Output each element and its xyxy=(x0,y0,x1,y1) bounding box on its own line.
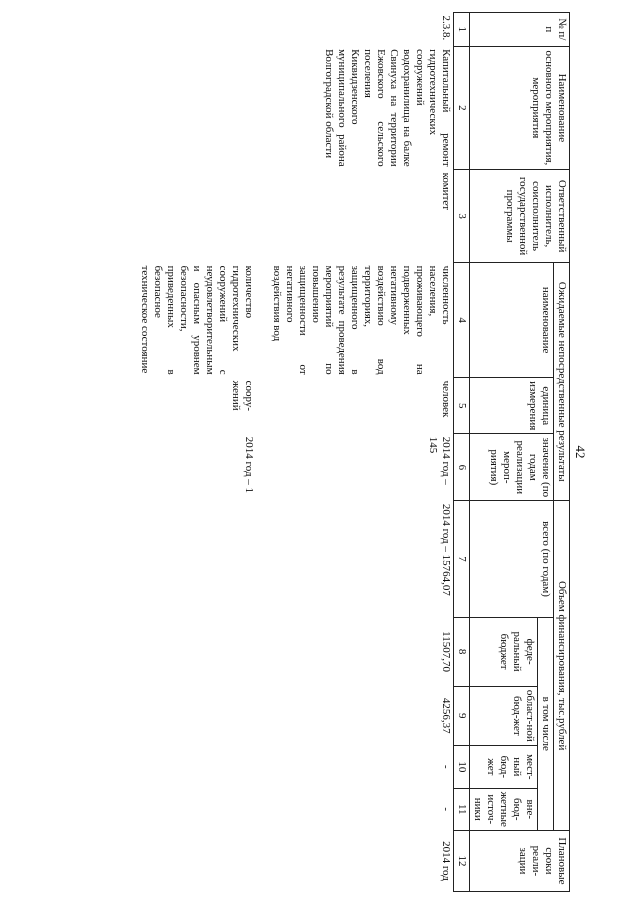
column-number: 5 xyxy=(454,378,470,434)
row-measure-name: Капитальный ремонт гидротехнических сооружений водохранилища на балке Свинуха на территории Ежовского сельского поселения Киквидзенского муниципального района Волгоградской области xyxy=(323,49,452,167)
header-extra: вне-бюд-жетные источ-ники xyxy=(470,788,538,830)
column-number: 10 xyxy=(454,746,470,789)
program-table xyxy=(137,12,570,892)
row-result1-unit: человек xyxy=(440,380,452,418)
column-number: 4 xyxy=(454,263,470,378)
header-finance-group: Объем финансирования, тыс.рублей xyxy=(554,501,570,831)
rotated-sheet xyxy=(54,12,586,892)
header-including: в том числе xyxy=(538,617,554,830)
header-results-group: Ожидаемые непосредственные результаты xyxy=(554,263,570,501)
row-executor: комитет xyxy=(440,172,452,211)
header-local: мест-ный бюд-жет xyxy=(470,746,538,789)
row-result2-unit: соору-жений xyxy=(230,380,255,412)
row-result1-name: численность населения, проживающего на подверженных негативному воздействию вод территориях, защищенного в результате проведения мероприятий по повышению защищенности от негативного воздействия вод xyxy=(271,265,452,375)
header-result-value: значение (по годам реализации мероп-риятия) xyxy=(470,434,554,501)
column-number: 11 xyxy=(454,788,470,830)
row-result1-value: 2014 год – 145 xyxy=(427,436,452,485)
header-term: Плановые сроки реали-зации xyxy=(470,830,570,891)
header-result-name: наименование xyxy=(470,263,554,378)
row-extra: - xyxy=(440,807,452,812)
row-federal: 11507,70 xyxy=(440,631,452,673)
header-federal: феде-ральный бюджет xyxy=(470,617,538,686)
column-number: 7 xyxy=(454,501,470,617)
column-number: 8 xyxy=(454,617,470,686)
row-result2-value: 2014 год – 1 xyxy=(243,436,255,494)
column-number: 9 xyxy=(454,686,470,745)
row-num: 2.3.8. xyxy=(440,15,452,41)
header-result-unit: единица измерения xyxy=(470,378,554,434)
column-number: 2 xyxy=(454,46,470,170)
column-number: 1 xyxy=(454,13,470,47)
column-number: 12 xyxy=(454,830,470,891)
row-total: 2014 год – 15764,07 xyxy=(440,503,452,596)
row-result2-name: количество гидротехнических сооружений с неудовлетворительным и опасным уровнем безопасности, приведенных в безопасное техническое состояние xyxy=(139,265,255,375)
row-regional: 4256,37 xyxy=(440,697,452,734)
header-regional: област-ной бюд-жет xyxy=(470,686,538,745)
header-num: № п/п xyxy=(470,13,570,47)
row-term: 2014 год xyxy=(440,841,452,881)
page-number: 42 xyxy=(573,445,588,459)
header-executor: Ответственный исполнитель, соисполнитель государственной программы xyxy=(470,170,570,263)
column-number: 6 xyxy=(454,434,470,501)
column-number: 3 xyxy=(454,170,470,263)
header-total: всего (по годам) xyxy=(470,501,554,617)
header-measure-name: Наименование основного мероприятия, мероприятия xyxy=(470,46,570,170)
row-local: - xyxy=(440,764,452,769)
